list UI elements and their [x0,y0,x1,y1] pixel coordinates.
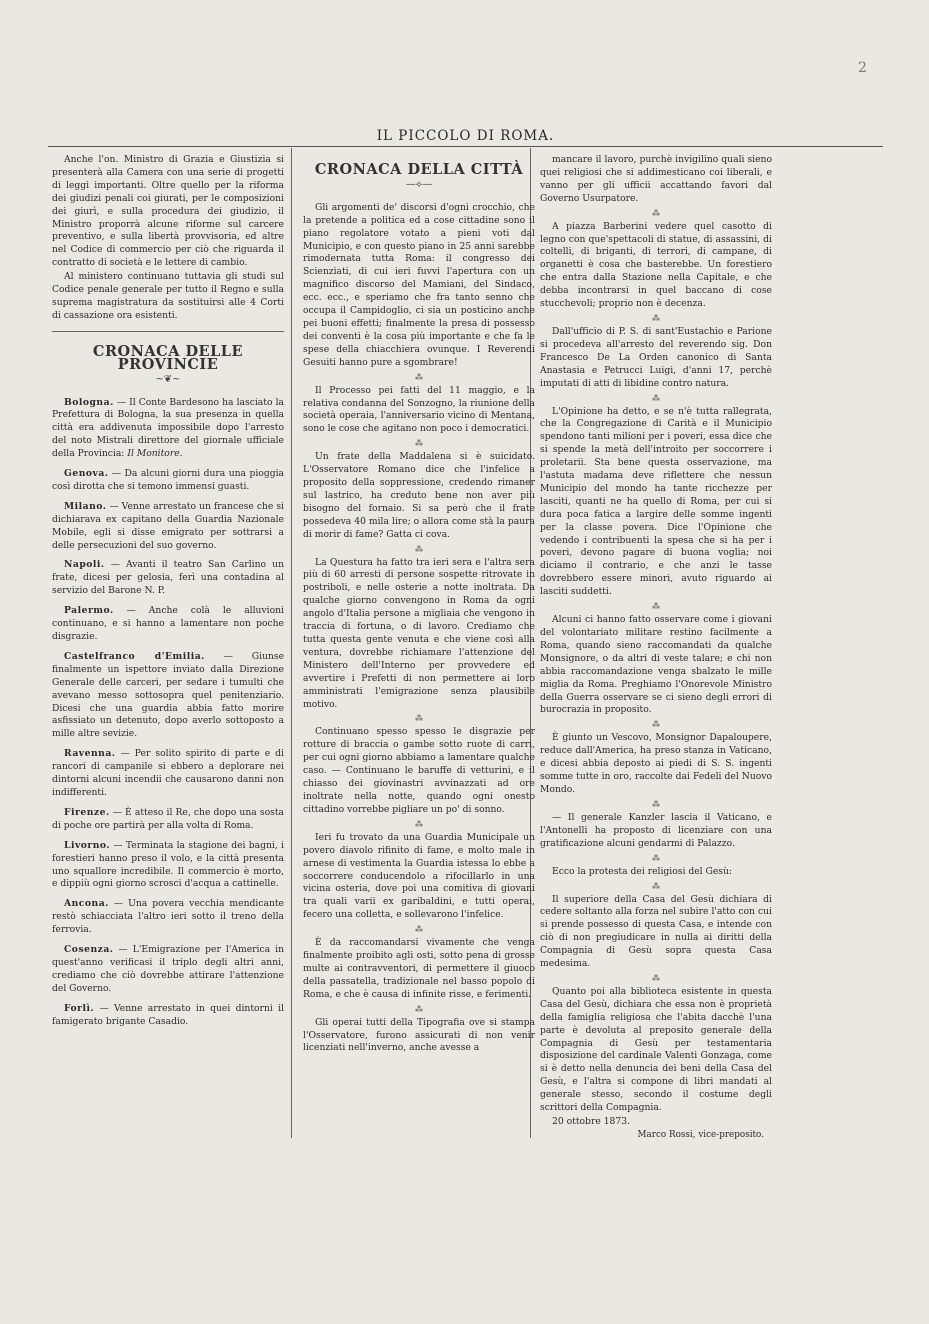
asterism-icon: ⁂ [415,372,423,382]
column-divider [291,148,292,1138]
city-name: Palermo. [64,605,114,617]
news-text: — Avanti il teatro San Carlino un frate, dicesi per gelosia, ferì una contadina al servizio del Barone N. P. [52,559,284,597]
paragraph: A piazza Barberini vedere quel casotto di legno con que'spettacoli di statue, di assassini, di coltelli, di briganti, di terrori, di campane, di organetti è cosa che basterebbe. Un forestiero che entra dalla Stazione nella Capitale, e che debba incontrarsi in quel baccano di cose stucchevoli; proprio non è decenza. [540,220,772,310]
paragraph: È giunto un Vescovo, Monsignor Dapaloupere, reduce dall'America, ha preso stanza in Vaticano, e dicesi abbia deposto ai piedi di S. S. ingenti somme tutte in oro, raccolte dai Fedeli del Nuovo Mondo. [540,732,772,795]
col3-news-list [540,154,772,1115]
citta-news-list [303,202,535,1056]
city-name: Milano. [64,500,107,512]
column-2 [303,154,535,1056]
news-text: — Terminata la stagione dei bagni, i forestieri hanno preso il volo, e la città presenta uno squallore incredibile. Il commercio è morto, e dippiù ogni giorno scrosci d'acqua a cattinelle. [52,839,284,890]
paragraph: Al ministero continuano tuttavia gli studi sul Codice penale generale per tutto il Regno e sulla suprema magistratura da sostituirsi alle 4 Corti di cassazione ora esistenti. [52,271,284,321]
city-name: Forlì. [64,1002,95,1014]
asterism-icon: ⁂ [415,544,423,554]
paragraph: La Questura ha fatto tra ieri sera e l'altra sera più di 60 arresti di persone sospette ritrovate in postriboli, e nelle osterie a notte inoltrata. Da qualche giorno convengono in Roma da ogni angolo d'Italia persone a migliaia che vengono in traccia di fortuna, o di lavoro. Crediamo che tutta questa gente venuta e che viene così alla ventura, dovrebbe richiamare l'attenzione del Ministero dell'Interno per provvedere ed avvertire i Prefetti di non permettere ai loro amministrati l'emigrazione senza plausibile motivo. [303,556,535,710]
news-item [52,501,284,553]
paragraph: mancare il lavoro, purchè invigilino quali sieno quei religiosi che si addimesticano coi liberali, e vanno per gli ufficii accattando favori dal Governo Usurpatore. [540,154,772,204]
news-text: — È atteso il Re, che dopo una sosta di poche ore partirà per alla volta di Roma. [52,806,284,831]
news-text: — Una povera vecchia mendicante restò schiacciata l'altro ieri sotto il treno della ferrovia. [52,898,284,936]
city-name: Napoli. [64,559,105,571]
paragraph: Ecco la protesta dei religiosi del Gesù: [552,865,733,877]
news-item [52,605,284,644]
masthead-rule [48,146,883,147]
paragraph: Il Processo pei fatti del 11 maggio, e la relativa condanna del Sonzogno, la riunione della società operaia, l'anniversario vicino di Mentana, sono le cose che agitano non poco i democratici. [303,384,535,435]
signature: Marco Rossi, vice-preposito. [637,1129,764,1140]
masthead: IL PICCOLO DI ROMA. [376,128,555,144]
paragraph: Dall'ufficio di P. S. di sant'Eustachio e Parione si procedeva all'arresto del reverendo sig. Don Francesco De La Orden canonico di Santa Anastasia e Petrucci Luigi, d'anni 17, perchè imputati di atti di libidine contro natura. [540,325,772,389]
city-name: Ancona. [64,898,109,910]
section-title-citta: CRONACA DELLA CITTÀ [314,161,524,178]
asterism-icon: ⁂ [415,714,423,724]
asterism-icon: ⁂ [652,602,660,612]
asterism-icon: ⁂ [652,313,660,323]
news-item [52,559,284,598]
asterism-icon: ⁂ [415,819,423,829]
city-name: Cosenza. [64,944,114,956]
page-number: 2 [858,60,867,76]
asterism-icon: ⁂ [652,881,660,891]
paragraph: L'Opinione ha detto, e se n'è tutta rallegrata, che la Congregazione di Carità e il Municipio spendono tanti milioni per i poveri, essa dice che si spende la metà dell'introito per soccorrere i proletarii. Sta bene questa osservazione, ma l'astuta madama deve riflettere che nessun Municipio del mondo ha tante ricchezze per lasciti, quanti ne ha quello di Roma, per cui si dura poca fatica a largire delle somme ingenti per la classe povera. Dice l'Opinione che vedendo i contribuenti la spesa che si ha per i poveri, devono pagare di buona voglia; noi diciamo il contrario, e che anzi le tasse dovrebbero essere minori, avuto riguardo ai lasciti suddetti. [540,405,772,598]
news-text-italic: Il Monitore. [127,448,183,460]
paragraph: Un frate della Maddalena si è suicidato. L'Osservatore Romano dice che l'infelice a proposito della soppressione, credendo rimaner sul lastrico, ha creduto bene non aver più bisogno del fornaio. Si sa però che il frate possedeva 40 mila lire; o allora come stà la paura di morir di fame? Gatta ci cova. [303,451,535,540]
paragraph: Quanto poi alla biblioteca esistente in questa Casa del Gesù, dichiara che essa non è proprietà della famiglia religiosa che l'abita dacchè l'una parte è devoluta al preposito generale della Compagnia di Gesù per testamentaria disposizione del cardinale Valenti Gonzaga, come si è detto nella denuncia dei beni della Casa del Gesù, e l'altra si compone di libri mandati al generale stesso, secondo il costume degli scrittori della Compagnia. [540,985,772,1114]
news-text: — Per solito spirito di parte e di rancori di campanile si ebbero a deplorare nei dintorni alcuni incendii che causarono danni non indifferenti. [52,748,284,798]
news-item [52,1003,284,1029]
news-text: — L'Emigrazione per l'America in quest'anno verificasi il triplo degli altri anni, crediamo che ciò dovrebbe attirare l'attenzione del Governo. [52,944,284,994]
asterism-icon: ⁂ [652,973,660,983]
asterism-icon: ⁂ [652,393,660,403]
news-item [52,944,284,996]
news-text: — Venne arrestato in quei dintorni il famigerato brigante Casadio. [52,1002,284,1027]
city-name: Ravenna. [64,748,116,760]
news-item [52,397,284,462]
news-item [52,807,284,833]
city-name: Bologna. [64,396,114,408]
paragraph: Il superiore della Casa del Gesù dichiara di cedere soltanto alla forza nel subire l'atto con cui si prende possesso di questa Casa, e intende con ciò di non pregiudicare in nulla ai diritti della Compagnia di Gesù sopra questa Casa medesima. [540,893,772,970]
news-item [52,748,284,800]
dateline: 20 ottobre 1873. [552,1116,630,1127]
paragraph: È da raccomandarsi vivamente che venga finalmente proibito agli osti, sotto pena di grosse multe ai contravventori, di permettere il giuoco della passatella, tradizionale nel basso popolo di Roma, e che è causa di infinite risse, e ferimenti. [303,937,535,1000]
news-text: — Il Conte Bardesono ha lasciato la Prefettura di Bologna, la sua presenza in quella città era addivenuta impossibile dopo l'arresto del noto Mistrali direttore del giornale ufficiale della Provincia: [52,396,284,460]
paragraph: Anche l'on. Ministro di Grazia e Giustizia si presenterà alla Camera con una serie di progetti di leggi importanti. Oltre quello per la riforma dei giudizi penali coi giurati, per le composizioni dei giurì, e sulla procedura dei giudizio, il Ministro proporrà alcune riforme sul carcere preventivo, e sulla libertà provvisoria, ed altre nel Codice di commercio per ciò che riguarda il contratto di società e le lettere di cambio. [52,154,284,269]
column-1 [52,154,284,1035]
paragraph: Alcuni ci hanno fatto osservare come i giovani del volontariato militare restino facilmente a Roma, quando sieno raccomandati da qualche Monsignore, o da altri di veste talare; e chi non abbia raccomandazione venga sbalzato le mille miglia da Roma. Preghiamo l'Onorevole Ministro della Guerra osservare se ci sieno degli errori di burocrazia in proposito. [540,614,772,716]
asterism-icon: ⁂ [415,1004,423,1014]
news-text: — Venne arrestato un francese che si dichiarava ex capitano della Guardia Nazionale Mobile, egli si disse emigrato per sottrarsi a delle persecuzioni del suo governo. [52,500,284,551]
news-text: — Da alcuni giorni dura una pioggia così dirotta che si temono immensi guasti. [52,468,284,492]
news-item [52,898,284,937]
news-item [52,651,284,741]
provincie-news-list [52,397,284,1029]
ornament-icon: —⟡— [405,178,433,190]
city-name: Firenze. [64,806,110,818]
asterism-icon: ⁂ [652,853,660,863]
section-title-provincie: CRONACA DELLE PROVINCIE [92,342,244,373]
paragraph: Ieri fu trovato da una Guardia Municipale un povero diavolo rifinito di fame, e molto male in arnese di vestimenta la Guardia istessa lo ebbe a soccorrere conducendolo a rifocillarlo in una vicina osteria, dove poi una comitiva di giovani tra quali varii ex garibaldini, e tutti operai, fecero una colletta, e sollevarono l'infelice. [303,831,535,921]
asterism-icon: ⁂ [415,925,423,935]
asterism-icon: ⁂ [652,720,660,730]
asterism-icon: ⁂ [415,439,423,449]
news-item [52,840,284,892]
ornament-icon: ~❦~ [155,373,181,385]
paragraph: Gli operai tutti della Tipografia ove si stampa l'Osservatore, furono assicurati di non venir licenziati nell'inverno, anche avesse a [303,1016,535,1054]
paragraph: — Il generale Kanzler lascia il Vaticano, e l'Antonelli ha proposto di licenziare con una gratificazione alcuni gendarmi di Palazzo. [540,811,772,849]
city-name: Castelfranco d'Emilia. [64,650,205,662]
city-name: Livorno. [64,839,111,851]
asterism-icon: ⁂ [652,799,660,809]
paragraph: Gli argomenti de' discorsi d'ogni crocchio, che la pretende a politica ed a cose cittadine sono il piano regolatore votato a pieni voti dal Municipio, e con questo piano in 25 anni sarebbe rimodernata tutta Roma: il congresso dei Scienziati, di cui ieri fuvvi l'apertura con un magnifico discorso del Mamiani, del Sindaco, ecc. ecc., e speriamo che fra tanto senno che occupa il Campidoglio, ci sia un posticino anche pei buoni effetti; finalmente la presa di possesso dei conventi è la cosa più importante e che fa le spese della chiacchiera ovunque. I Reverendi Gesuiti hanno pure a sgombrare! [303,201,535,368]
news-text: — Giunse finalmente un ispettore inviato dalla Direzione Generale delle carceri, per sedare i tumulti che avevano messo sottosopra quel penitenziario. Dicesi che una guardia abbia fatto morire asfissiato un detenuto, dopo averlo sottoposto a mille altre sevizie. [52,650,285,740]
section-divider [52,331,284,332]
asterism-icon: ⁂ [652,208,660,218]
news-text: — Anche colà le alluvioni continuano, e si hanno a lamentare non poche disgrazie. [52,605,284,642]
news-item [52,468,284,494]
city-name: Genova. [64,468,109,480]
paragraph: Continuano spesso spesso le disgrazie per rotture di braccia o gambe sotto ruote di carri, per cui ogni giorno abbiamo a lamentare qualche caso. — Continuano le baruffe di vetturini, e il chiasso dei giovinastri avvinazzati ad ore inoltrate nella notte, quando ogni onesto cittadino vorrebbe pigliare un po' di sonno. [303,726,535,815]
column-3 [540,154,772,1142]
